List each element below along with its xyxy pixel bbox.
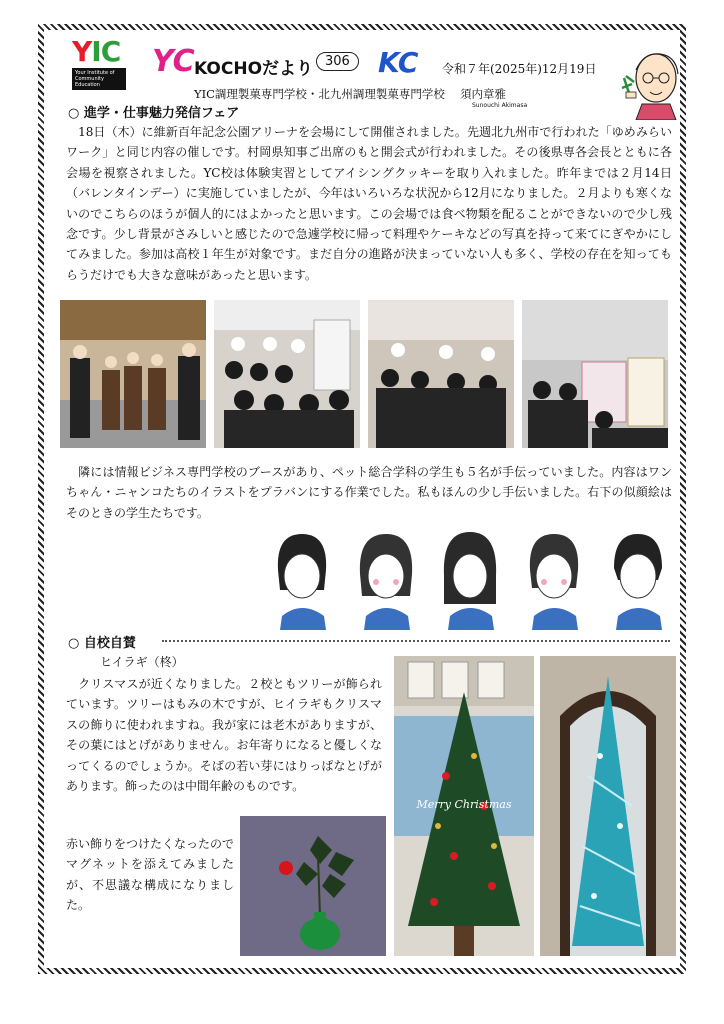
photo-fair-guests [60,300,206,448]
photo-students-class [214,300,360,448]
issue-number: 306 [316,52,359,71]
issue-date: 令和７年(2025年)12月19日 [442,62,597,76]
tree-sign: Merry Christmas [416,798,512,811]
page-content [44,30,680,968]
page-border [38,24,686,974]
holly-paragraph-2: 赤い飾りをつけたくなったのでマグネットを添えてみましたが、不思議な構成になりました。 [66,837,235,913]
principal-caricature [620,48,686,120]
portrait-2 [360,534,412,630]
fair-paragraph: 18日（木）に維新百年記念公園アリーナを会場にして開催されました。先週北九州市で行われた「ゆめみらいワーク」と同じ内容の催しです。村岡県知事ご出席のもと開会式が行われました。その後県専各会長とともに各会場を視察されました。YC校は体験実習としてアイシングクッキーを取り入れました。昨年までは２月14日（バレンタインデー）に実施していましたが、今年はいろいろな状況から12月になりました。２月よりも寒くないのでこちらのほうが個人的にはよかったと思います。この会場では食べ物類を配ることができないので少し残念です。少し背景がさみしいと感じたので急遽学校に帰って料理やケーキなどの写真を持って来てにぎやかにしてみました。参加は高校１年生が対象です。まだ自分の進路が決まっていない人も多く、学校の存在を知ってもらうだけでも大きな意味があったと思います。 [66,125,672,282]
logo-subtitle: Your Institute of Community Education [72,68,126,90]
section-heading-jikojisan: ○ 自校自賛 [68,636,136,651]
principal-name: 須内章雅 [460,87,506,101]
student-portraits [262,530,678,630]
photo-christmas-tree-green [394,656,534,956]
portrait-5 [614,534,662,630]
school-names: YIC調理製菓専門学校・北九州調理製菓専門学校 [194,87,445,101]
photo-booth-display [522,300,668,448]
portrait-4 [530,534,578,630]
section-divider [162,640,670,642]
section-heading-fair: ○ 進学・仕事魅力発信フェア [68,106,240,121]
portrait-3 [444,532,496,630]
newsletter-title: KOCHOだより [194,59,314,79]
brand-kc: KC [378,46,419,79]
photo-christmas-tree-blue [540,656,676,956]
holly-subheading: ヒイラギ（柊） [100,655,184,669]
yic-logo: YIC Your Institute of Community Education [72,38,126,92]
holly-paragraph: クリスマスが近くなりました。２校ともツリーが飾られています。ツリーはもみの木ですが、ヒイラギもクリスマスの飾りに使われますね。我が家には老木がありますが、その葉にはとげがありません。お年寄りになると優しくなってくるのでしょうか。そばの若い芽にはりっぱなとげがあります。飾ったのは中間年齢のものです。 [66,677,382,794]
principal-romaji: Sunouchi Akimasa [472,102,528,109]
photo-cookie-workshop [368,300,514,448]
pet-booth-paragraph: 隣には情報ビジネス専門学校のブースがあり、ペット総合学科の学生も５名が手伝っていました。内容はワンちゃん・ニャンコたちのイラストをプラバンにする作業でした。私もほんの少し手伝いました。右下の似顔絵はそのときの学生たちです。 [66,465,672,520]
portrait-1 [278,534,326,630]
photo-holly-vase [240,816,386,956]
brand-yc: YC [152,44,195,79]
